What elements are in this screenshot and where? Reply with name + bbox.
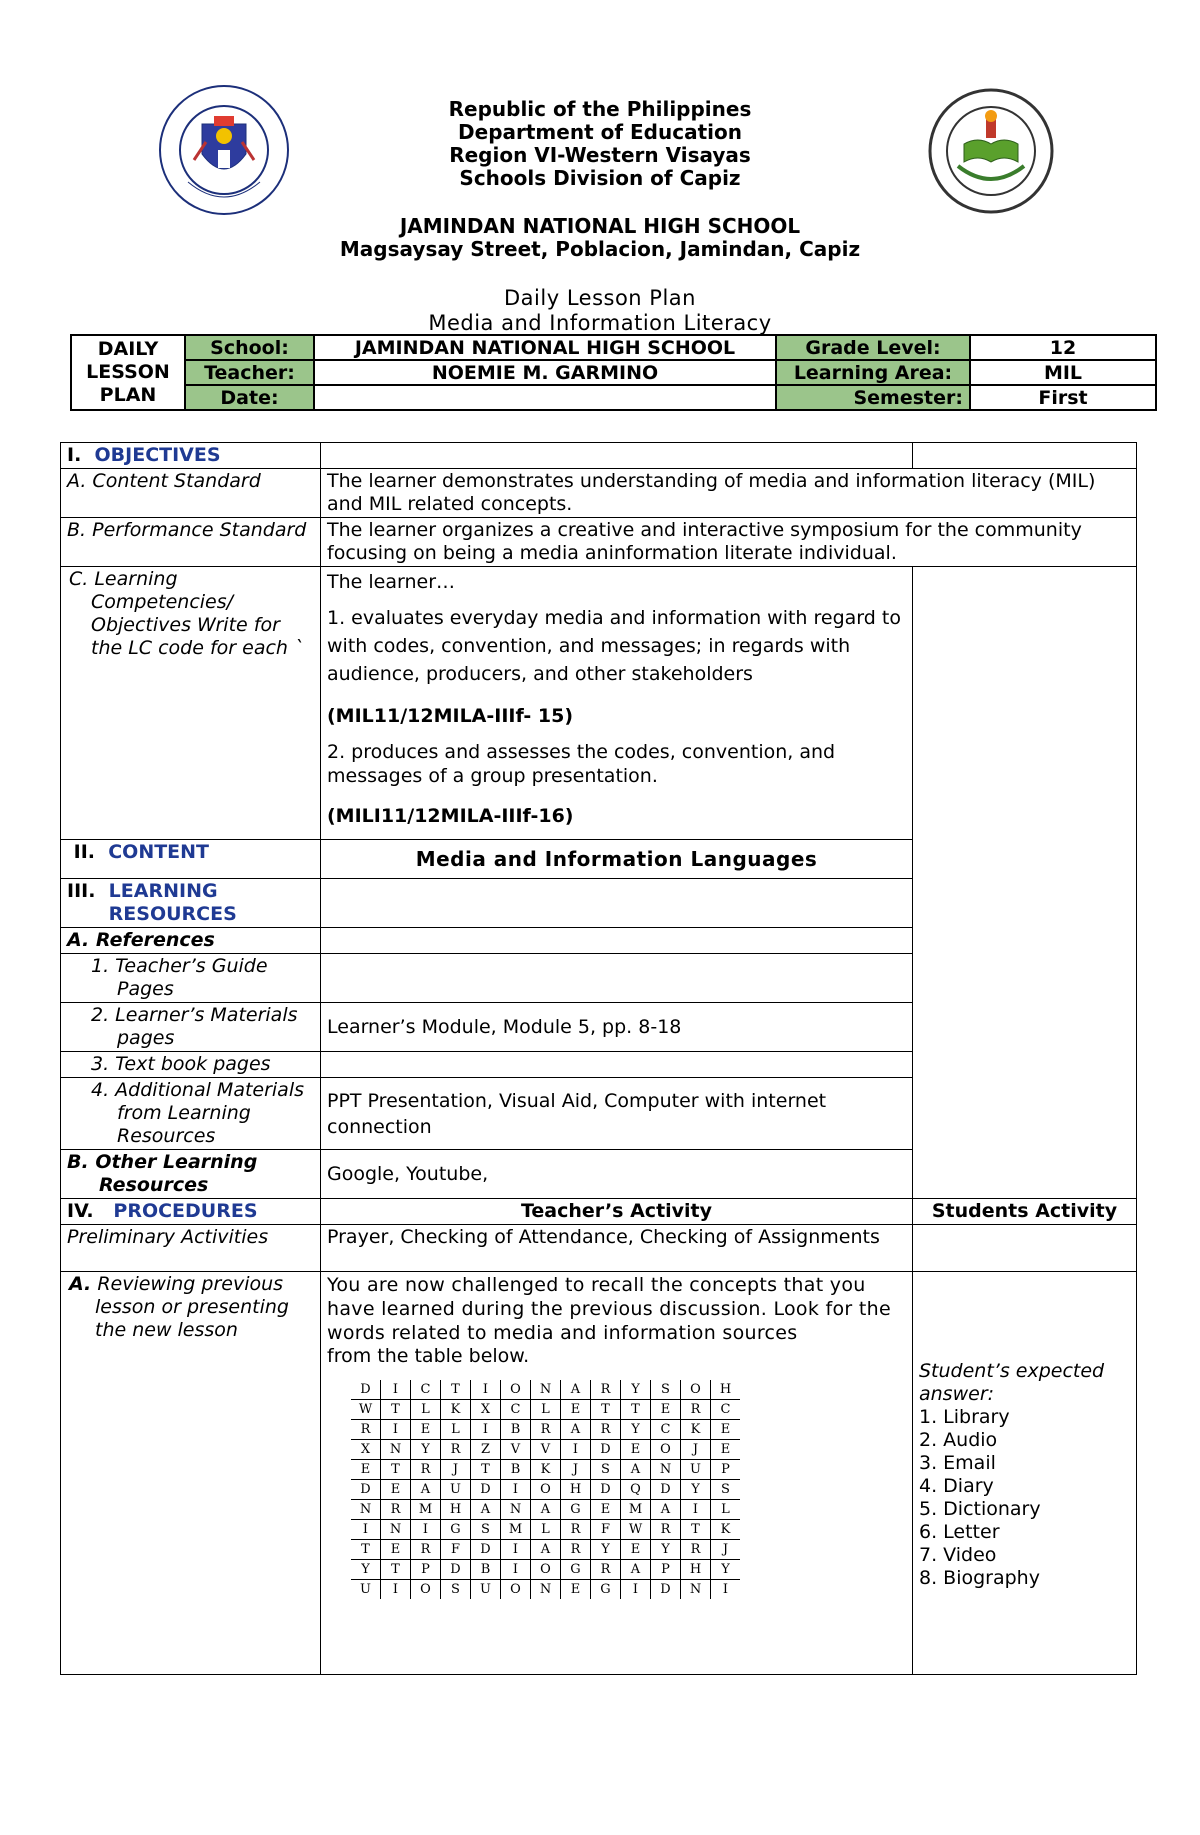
word-search-cell: G (561, 1560, 591, 1580)
word-search-cell: C (411, 1380, 441, 1400)
competencies-text: The learner… 1. evaluates everyday media and information with regard to with codes, convention, and messages; in regards with audience, producers, and other stakeholders (MIL11/12MILA-IIIf- 15) 2. produces and assesses the codes, convention, and messages of a group presentation. (MILI11/12MILA-IIIf-16) (321, 567, 913, 840)
word-search-cell: R (411, 1540, 441, 1560)
word-search-cell: H (561, 1480, 591, 1500)
word-search-cell: R (351, 1420, 381, 1440)
word-search-cell: O (681, 1380, 711, 1400)
lesson-plan-table (60, 442, 1137, 1675)
word-search-cell: N (531, 1380, 561, 1400)
word-search-cell: N (531, 1580, 561, 1600)
word-search-row (351, 1560, 740, 1580)
word-search-cell: A (621, 1460, 651, 1480)
word-search-cell: H (681, 1560, 711, 1580)
learners-materials-label: 2. Learner’s Materials pages (61, 1003, 321, 1052)
word-search-cell: M (501, 1520, 531, 1540)
word-search-row (351, 1520, 740, 1540)
school-label: School: (185, 335, 314, 360)
word-search-cell: I (561, 1440, 591, 1460)
word-search-cell: E (711, 1440, 741, 1460)
word-search-cell: D (471, 1540, 501, 1560)
word-search-cell: N (681, 1580, 711, 1600)
content-standard-text: The learner demonstrates understanding of media and information literacy (MIL) and MIL related concepts. (321, 469, 1137, 518)
answers-list (919, 1406, 1130, 1590)
word-search-cell: S (651, 1380, 681, 1400)
word-search-cell: R (411, 1460, 441, 1480)
word-search-cell: I (501, 1560, 531, 1580)
area-value: MIL (970, 360, 1156, 385)
agency-heading (300, 98, 900, 190)
word-search-cell: O (651, 1440, 681, 1460)
word-search-cell: D (351, 1480, 381, 1500)
word-search-cell: K (681, 1420, 711, 1440)
references-label: A. References (61, 928, 321, 954)
school-seal-icon (928, 88, 1054, 214)
word-search-row (351, 1540, 740, 1560)
header-line4: Schools Division of Capiz (459, 166, 741, 190)
word-search-cell: E (561, 1400, 591, 1420)
objectives-title: OBJECTIVES (94, 444, 221, 466)
word-search-cell: Y (711, 1560, 741, 1580)
word-search-cell: O (501, 1380, 531, 1400)
dlp-label: DAILY LESSON PLAN (71, 335, 185, 410)
word-search-cell: K (711, 1520, 741, 1540)
objectives-row: I. OBJECTIVES (61, 443, 1137, 469)
word-search-cell: M (411, 1500, 441, 1520)
word-search-cell: R (681, 1400, 711, 1420)
word-search-cell: S (471, 1520, 501, 1540)
teacher-value: NOEMIE M. GARMINO (314, 360, 776, 385)
word-search-cell: V (531, 1440, 561, 1460)
word-search-cell: N (381, 1520, 411, 1540)
other-resources-value: Google, Youtube, (321, 1150, 913, 1199)
word-search-cell: T (471, 1460, 501, 1480)
word-search-cell: O (501, 1580, 531, 1600)
word-search-cell: T (381, 1400, 411, 1420)
word-search-cell: X (351, 1440, 381, 1460)
learners-materials-value: Learner’s Module, Module 5, pp. 8-18 (321, 1003, 913, 1052)
word-search-cell: H (441, 1500, 471, 1520)
student-activity-header: Students Activity (913, 1199, 1137, 1225)
review-label: Reviewing previous lesson or presenting the new lesson (95, 1273, 289, 1341)
word-search-cell: O (531, 1560, 561, 1580)
word-search-cell: E (381, 1540, 411, 1560)
word-search-cell: E (561, 1580, 591, 1600)
word-search-cell: G (441, 1520, 471, 1540)
word-search-cell: Y (351, 1560, 381, 1580)
additional-materials-label: 4. Additional Materials from Learning Resources (61, 1078, 321, 1150)
lesson-info-table (70, 334, 1157, 411)
word-search-cell: E (411, 1420, 441, 1440)
word-search-cell: I (381, 1380, 411, 1400)
word-search-cell: T (591, 1400, 621, 1420)
review-row: A. Reviewing previous lesson or presenting the new lesson You are now challenged to recall the concepts that you have learned during the previous discussion. Look for the words related to media and information sources from the table below. D I C T I O N A R Y S O H W T L K X C L E T T E R C R I E L I B R A R Y C K E X N Y R Z V V I D E O J E E T R J T B K J S A N U P D E A U D I O H D Q D Y S N R M H A N A G E M A I L I N I G S M L R F W R T K T E R F D I A R Y E Y R J Y T P D B I O G R A P H Y U I O S U O N E G I D N I Student’s expected answer: 1. Library 2. Audio 3. Email 4. Diary 5. Dictionary 6. Letter 7. Video 8. Biography (61, 1272, 1137, 1675)
word-search-cell: T (351, 1540, 381, 1560)
preliminary-label: Preliminary Activities (61, 1225, 321, 1272)
word-search-cell: F (591, 1520, 621, 1540)
word-search-cell: S (441, 1580, 471, 1600)
teachers-guide-value (321, 954, 913, 1003)
word-search-cell: R (531, 1420, 561, 1440)
performance-standard-text: The learner organizes a creative and interactive symposium for the community focusing on being a media aninformation literate individual. (321, 518, 1137, 567)
word-search-cell: E (621, 1440, 651, 1460)
school-name: JAMINDAN NATIONAL HIGH SCHOOL (399, 214, 801, 238)
word-search-cell: F (441, 1540, 471, 1560)
word-search-cell: L (531, 1400, 561, 1420)
word-search-cell: U (441, 1480, 471, 1500)
word-search-cell: L (441, 1420, 471, 1440)
header-line3: Region VI-Western Visayas (449, 143, 751, 167)
word-search-cell: C (501, 1400, 531, 1420)
word-search-cell: Y (681, 1480, 711, 1500)
word-search-cell: H (711, 1380, 741, 1400)
word-search-cell: Q (621, 1480, 651, 1500)
word-search-cell: L (531, 1520, 561, 1540)
word-search-cell: E (381, 1480, 411, 1500)
performance-standard-label: B. Performance Standard (61, 518, 321, 567)
word-search-cell: P (651, 1560, 681, 1580)
word-search-cell: R (561, 1540, 591, 1560)
answer-item: 2. Audio (919, 1429, 998, 1451)
deped-seal-icon (158, 84, 290, 216)
word-search-row (351, 1580, 740, 1600)
word-search-cell: C (651, 1420, 681, 1440)
word-search-cell: Z (471, 1440, 501, 1460)
content-standard-label: A. Content Standard (61, 469, 321, 518)
header-line2: Department of Education (458, 120, 742, 144)
word-search-cell: B (471, 1560, 501, 1580)
word-search-cell: M (621, 1500, 651, 1520)
word-search-cell: I (501, 1540, 531, 1560)
answer-item: 7. Video (919, 1544, 997, 1566)
expected-answer-label: Student’s expected answer: (919, 1360, 1105, 1405)
header-line1: Republic of the Philippines (448, 97, 752, 121)
word-search-cell: X (471, 1400, 501, 1420)
word-search-cell: T (381, 1460, 411, 1480)
preliminary-row (61, 1225, 1137, 1272)
word-search-cell: J (561, 1460, 591, 1480)
competencies-row (61, 567, 1137, 840)
word-search-row (351, 1480, 740, 1500)
word-search-cell: E (621, 1540, 651, 1560)
word-search-row (351, 1400, 740, 1420)
word-search-cell: D (651, 1580, 681, 1600)
word-search-cell: U (360, 1582, 371, 1597)
word-search-cell: A (561, 1380, 591, 1400)
word-search-cell: T (681, 1520, 711, 1540)
answer-item: 4. Diary (919, 1475, 994, 1497)
word-search-cell: I (501, 1480, 531, 1500)
word-search-cell: A (531, 1500, 561, 1520)
word-search-cell: B (501, 1420, 531, 1440)
school-address: Magsaysay Street, Poblacion, Jamindan, Capiz (339, 237, 861, 261)
word-search-cell: N (381, 1440, 411, 1460)
word-search-cell: P (411, 1560, 441, 1580)
textbook-label: 3. Text book pages (61, 1052, 321, 1078)
word-search-cell: A (561, 1420, 591, 1440)
word-search-cell: D (591, 1440, 621, 1460)
word-search-cell: A (531, 1540, 561, 1560)
word-search-cell: Y (591, 1540, 621, 1560)
preliminary-value: Prayer, Checking of Attendance, Checking of Assignments (321, 1225, 913, 1272)
word-search-cell: I (711, 1580, 741, 1600)
word-search-cell: S (591, 1460, 621, 1480)
area-label: Learning Area: (776, 360, 970, 385)
word-search-cell: I (381, 1420, 411, 1440)
word-search-cell: A (411, 1480, 441, 1500)
word-search-cell: J (681, 1440, 711, 1460)
resources-row: III. LEARNING RESOURCES (61, 879, 1137, 928)
answer-item: 5. Dictionary (919, 1498, 1041, 1520)
word-search-cell: I (471, 1380, 501, 1400)
word-search-row (351, 1500, 740, 1520)
word-search-cell: R (441, 1440, 471, 1460)
subject-title: Media and Information Literacy (428, 311, 772, 335)
word-search-cell: D (441, 1560, 471, 1580)
word-search-cell: I (681, 1500, 711, 1520)
word-search-cell: N (651, 1460, 681, 1480)
word-search-cell: L (411, 1400, 441, 1420)
word-search-cell: A (651, 1500, 681, 1520)
word-search-row (351, 1460, 740, 1480)
word-search-cell: V (501, 1440, 531, 1460)
word-search-cell: U (471, 1580, 501, 1600)
word-search-cell: R (591, 1380, 621, 1400)
answer-item: 8. Biography (919, 1567, 1040, 1589)
word-search-cell: O (531, 1480, 561, 1500)
teacher-activity-header: Teacher’s Activity (321, 1199, 913, 1225)
word-search-cell: Y (621, 1420, 651, 1440)
word-search-grid (351, 1380, 740, 1599)
date-label: Date: (185, 385, 314, 410)
word-search-cell: G (591, 1580, 621, 1600)
word-search-cell: S (711, 1480, 741, 1500)
doc-title: Daily Lesson Plan (504, 286, 696, 310)
word-search-row (351, 1380, 740, 1400)
word-search-cell: J (711, 1540, 741, 1560)
review-text-2: from the table below. (327, 1345, 530, 1367)
content-standard-row (61, 469, 1137, 518)
word-search-cell: W (621, 1520, 651, 1540)
word-search-cell: R (681, 1540, 711, 1560)
teacher-label: Teacher: (185, 360, 314, 385)
word-search-cell: G (561, 1500, 591, 1520)
objectives-side-cell (913, 567, 1137, 1199)
word-search-cell: A (621, 1560, 651, 1580)
word-search-cell: U (681, 1460, 711, 1480)
word-search-cell: T (381, 1560, 411, 1580)
word-search-cell: I (471, 1420, 501, 1440)
word-search-cell: O (411, 1580, 441, 1600)
competencies-label: C. Learning Competencies/ Objectives Write for the LC code for each ` (61, 567, 321, 840)
document-title (300, 286, 900, 336)
word-search-cell: K (441, 1400, 471, 1420)
word-search-cell: W (351, 1400, 381, 1420)
word-search-row (351, 1440, 740, 1460)
word-search-cell: E (711, 1420, 741, 1440)
textbook-value (321, 1052, 913, 1078)
semester-value: First (970, 385, 1156, 410)
word-search-cell: D (351, 1380, 381, 1400)
word-search-cell: I (381, 1580, 411, 1600)
word-search-cell: P (711, 1460, 741, 1480)
word-search-cell: E (591, 1500, 621, 1520)
date-value (314, 385, 776, 410)
school-value: JAMINDAN NATIONAL HIGH SCHOOL (314, 335, 776, 360)
word-search-cell: R (591, 1560, 621, 1580)
answer-item: 1. Library (919, 1406, 1010, 1428)
word-search-cell: Y (651, 1540, 681, 1560)
review-text: You are now challenged to recall the concepts that you have learned during the previous discussion. Look for the words related to media and information sources (327, 1274, 891, 1344)
grade-label: Grade Level: (776, 335, 970, 360)
school-heading (300, 215, 900, 261)
word-search-cell: R (591, 1420, 621, 1440)
word-search-cell: R (381, 1500, 411, 1520)
word-search-cell: C (711, 1400, 741, 1420)
grade-value: 12 (970, 335, 1156, 360)
answer-item: 6. Letter (919, 1521, 1000, 1543)
word-search-cell: Y (411, 1440, 441, 1460)
additional-materials-value: PPT Presentation, Visual Aid, Computer with internet connection (321, 1078, 913, 1150)
word-search-cell: I (411, 1520, 441, 1540)
word-search-cell: N (501, 1500, 531, 1520)
word-search-cell: Y (621, 1380, 651, 1400)
content-row: II. CONTENT Media and Information Languages (61, 840, 1137, 879)
word-search-cell: I (351, 1520, 381, 1540)
other-resources-label: B. Other Learning Resources (61, 1150, 321, 1199)
word-search-cell: K (531, 1460, 561, 1480)
word-search-cell: B (501, 1460, 531, 1480)
word-search-cell: D (471, 1480, 501, 1500)
content-value: Media and Information Languages (321, 840, 913, 879)
word-search-cell: E (651, 1400, 681, 1420)
word-search-cell: T (441, 1380, 471, 1400)
word-search-cell: R (561, 1520, 591, 1540)
teachers-guide-label: 1. Teacher’s Guide Pages (61, 954, 321, 1003)
word-search-cell: D (591, 1480, 621, 1500)
performance-standard-row (61, 518, 1137, 567)
word-search-cell: R (651, 1520, 681, 1540)
word-search-row (351, 1420, 740, 1440)
answer-item: 3. Email (919, 1452, 996, 1474)
word-search-cell: L (711, 1500, 741, 1520)
word-search-cell: A (471, 1500, 501, 1520)
semester-label: Semester: (776, 385, 970, 410)
word-search-cell: I (621, 1580, 651, 1600)
word-search-cell: T (621, 1400, 651, 1420)
word-search-cell: N (351, 1500, 381, 1520)
word-search-cell: J (441, 1460, 471, 1480)
word-search-cell: E (351, 1460, 381, 1480)
word-search-cell: D (651, 1480, 681, 1500)
procedures-header-row: IV. PROCEDURES Teacher’s Activity Students Activity (61, 1199, 1137, 1225)
